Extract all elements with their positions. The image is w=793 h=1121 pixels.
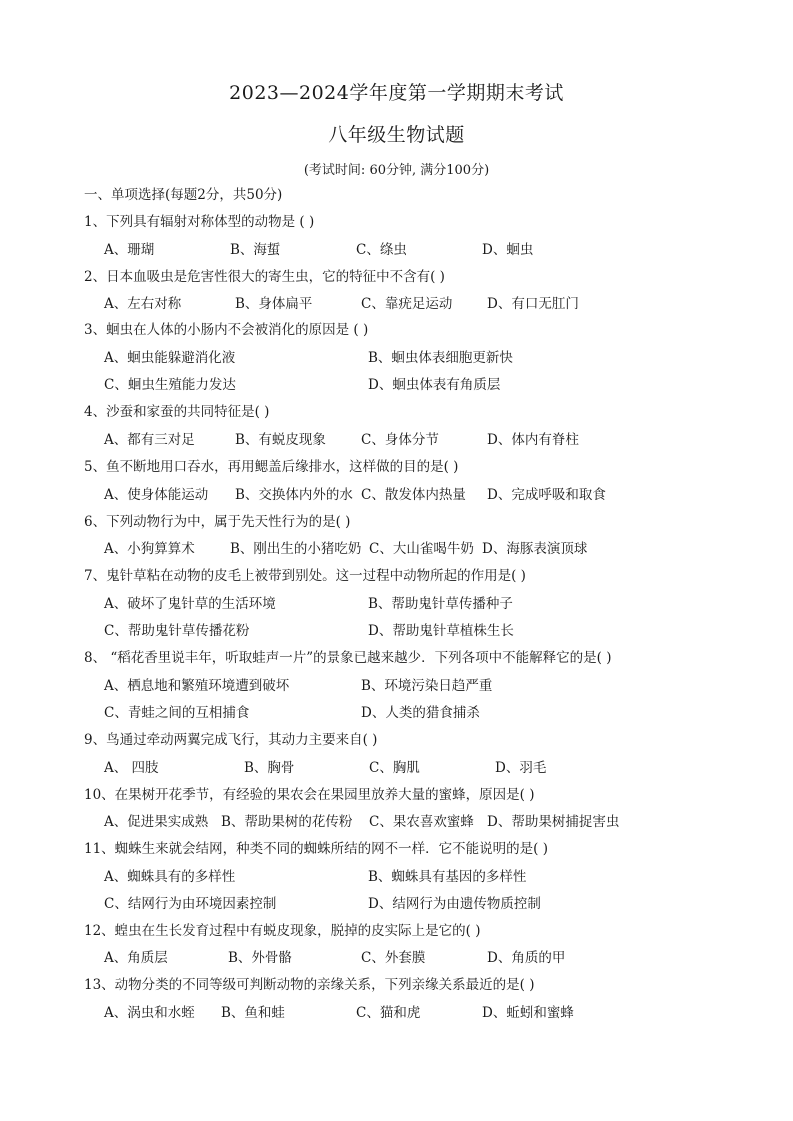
option: B、蛔虫体表细胞更新快 bbox=[368, 350, 513, 366]
option: B、身体扁平 bbox=[235, 296, 313, 312]
question-stem: 2、日本血吸虫是危害性很大的寄生虫，它的特征中不含有( ) bbox=[84, 269, 445, 285]
option: A、蛔虫能躲避消化液 bbox=[104, 350, 236, 366]
option: D、有口无肛门 bbox=[487, 296, 579, 312]
question-stem: 11、蜘蛛生来就会结网，种类不同的蜘蛛所结的网不一样．它不能说明的是( ) bbox=[84, 841, 549, 857]
option: C、散发体内热量 bbox=[361, 487, 466, 503]
option: C、绦虫 bbox=[356, 242, 407, 258]
option: B、刚出生的小猪吃奶 bbox=[230, 541, 362, 557]
option: A、都有三对足 bbox=[104, 432, 195, 448]
option: C、果农喜欢蜜蜂 bbox=[369, 814, 474, 830]
exam-info: (考试时间: 60分钟, 满分100分) bbox=[303, 163, 490, 178]
exam-subtitle: 八年级生物试题 bbox=[328, 124, 465, 146]
option: D、蛔虫体表有角质层 bbox=[368, 377, 501, 393]
exam-title: 2023—2024学年度第一学期期末考试 bbox=[229, 82, 564, 104]
option: B、鱼和蛙 bbox=[221, 1005, 285, 1021]
option: A、蜘蛛具有的多样性 bbox=[104, 869, 236, 885]
question-stem: 10、在果树开花季节，有经验的果农会在果园里放养大量的蜜蜂，原因是( ) bbox=[84, 787, 535, 803]
option: C、结网行为由环境因素控制 bbox=[104, 896, 277, 912]
option: D、蛔虫 bbox=[482, 242, 534, 258]
option: B、外骨骼 bbox=[228, 950, 292, 966]
option: C、大山雀喝牛奶 bbox=[369, 541, 474, 557]
option: D、羽毛 bbox=[495, 760, 547, 776]
option: B、胸骨 bbox=[244, 760, 295, 776]
option: D、角质的甲 bbox=[487, 950, 566, 966]
option: B、有蜕皮现象 bbox=[235, 432, 326, 448]
question-stem: 13、动物分类的不同等级可判断动物的亲缘关系，下列亲缘关系最近的是( ) bbox=[84, 977, 535, 993]
option: D、帮助鬼针草植株生长 bbox=[368, 623, 514, 639]
question-stem: 3、蛔虫在人体的小肠内不会被消化的原因是 ( ) bbox=[84, 322, 369, 338]
question-stem: 9、鸟通过牵动两翼完成飞行，其动力主要来自( ) bbox=[84, 732, 378, 748]
question-stem: 8、 “稻花香里说丰年，听取蛙声一片”的景象已越来越少．下列各项中不能解释它的是( ) bbox=[84, 650, 612, 666]
option: D、结网行为由遗传物质控制 bbox=[368, 896, 541, 912]
question-stem: 4、沙蚕和家蚕的共同特征是( ) bbox=[84, 404, 270, 420]
option: C、外套膜 bbox=[361, 950, 426, 966]
option: D、体内有脊柱 bbox=[487, 432, 579, 448]
option: B、海蜇 bbox=[230, 242, 281, 258]
question-stem: 5、鱼不断地用口吞水，再用鳃盖后缘排水，这样做的目的是( ) bbox=[84, 459, 459, 475]
option: A、涡虫和水蛭 bbox=[104, 1005, 195, 1021]
option: C、靠疣足运动 bbox=[361, 296, 453, 312]
question-stem: 12、蝗虫在生长发育过程中有蜕皮现象，脱掉的皮实际上是它的( ) bbox=[84, 923, 481, 939]
option: D、完成呼吸和取食 bbox=[487, 487, 606, 503]
option: C、身体分节 bbox=[361, 432, 439, 448]
option: A、左右对称 bbox=[104, 296, 182, 312]
option: A、促进果实成熟 bbox=[104, 814, 209, 830]
option: A、珊瑚 bbox=[104, 242, 155, 258]
option: A、角质层 bbox=[104, 950, 168, 966]
option: C、胸肌 bbox=[369, 760, 420, 776]
option: A、小狗算算术 bbox=[104, 541, 195, 557]
option: D、蚯蚓和蜜蜂 bbox=[482, 1005, 574, 1021]
option: A、栖息地和繁殖环境遭到破坏 bbox=[104, 678, 290, 694]
option: A、 四肢 bbox=[104, 760, 159, 776]
option: C、帮助鬼针草传播花粉 bbox=[104, 623, 250, 639]
question-stem: 7、鬼针草粘在动物的皮毛上被带到别处。这一过程中动物所起的作用是( ) bbox=[84, 568, 526, 584]
option: B、蜘蛛具有基因的多样性 bbox=[368, 869, 527, 885]
question-stem: 6、下列动物行为中，属于先天性行为的是( ) bbox=[84, 514, 351, 530]
option: B、交换体内外的水 bbox=[235, 487, 353, 503]
option: B、帮助鬼针草传播种子 bbox=[368, 596, 513, 612]
option: C、蛔虫生殖能力发达 bbox=[104, 377, 236, 393]
option: C、青蛙之间的互相捕食 bbox=[104, 705, 250, 721]
question-stem: 1、下列具有辐射对称体型的动物是 ( ) bbox=[84, 214, 315, 230]
option: A、使身体能运动 bbox=[104, 487, 209, 503]
section-heading: 一、单项选择(每题2分，共50分) bbox=[84, 187, 283, 203]
option: D、海豚表演顶球 bbox=[482, 541, 588, 557]
option: C、猫和虎 bbox=[356, 1005, 421, 1021]
option: B、环境污染日趋严重 bbox=[361, 678, 493, 694]
option: A、破坏了鬼针草的生活环境 bbox=[104, 596, 276, 612]
option: D、人类的猎食捕杀 bbox=[361, 705, 480, 721]
option: B、帮助果树的花传粉 bbox=[221, 814, 353, 830]
option: D、帮助果树捕捉害虫 bbox=[487, 814, 620, 830]
